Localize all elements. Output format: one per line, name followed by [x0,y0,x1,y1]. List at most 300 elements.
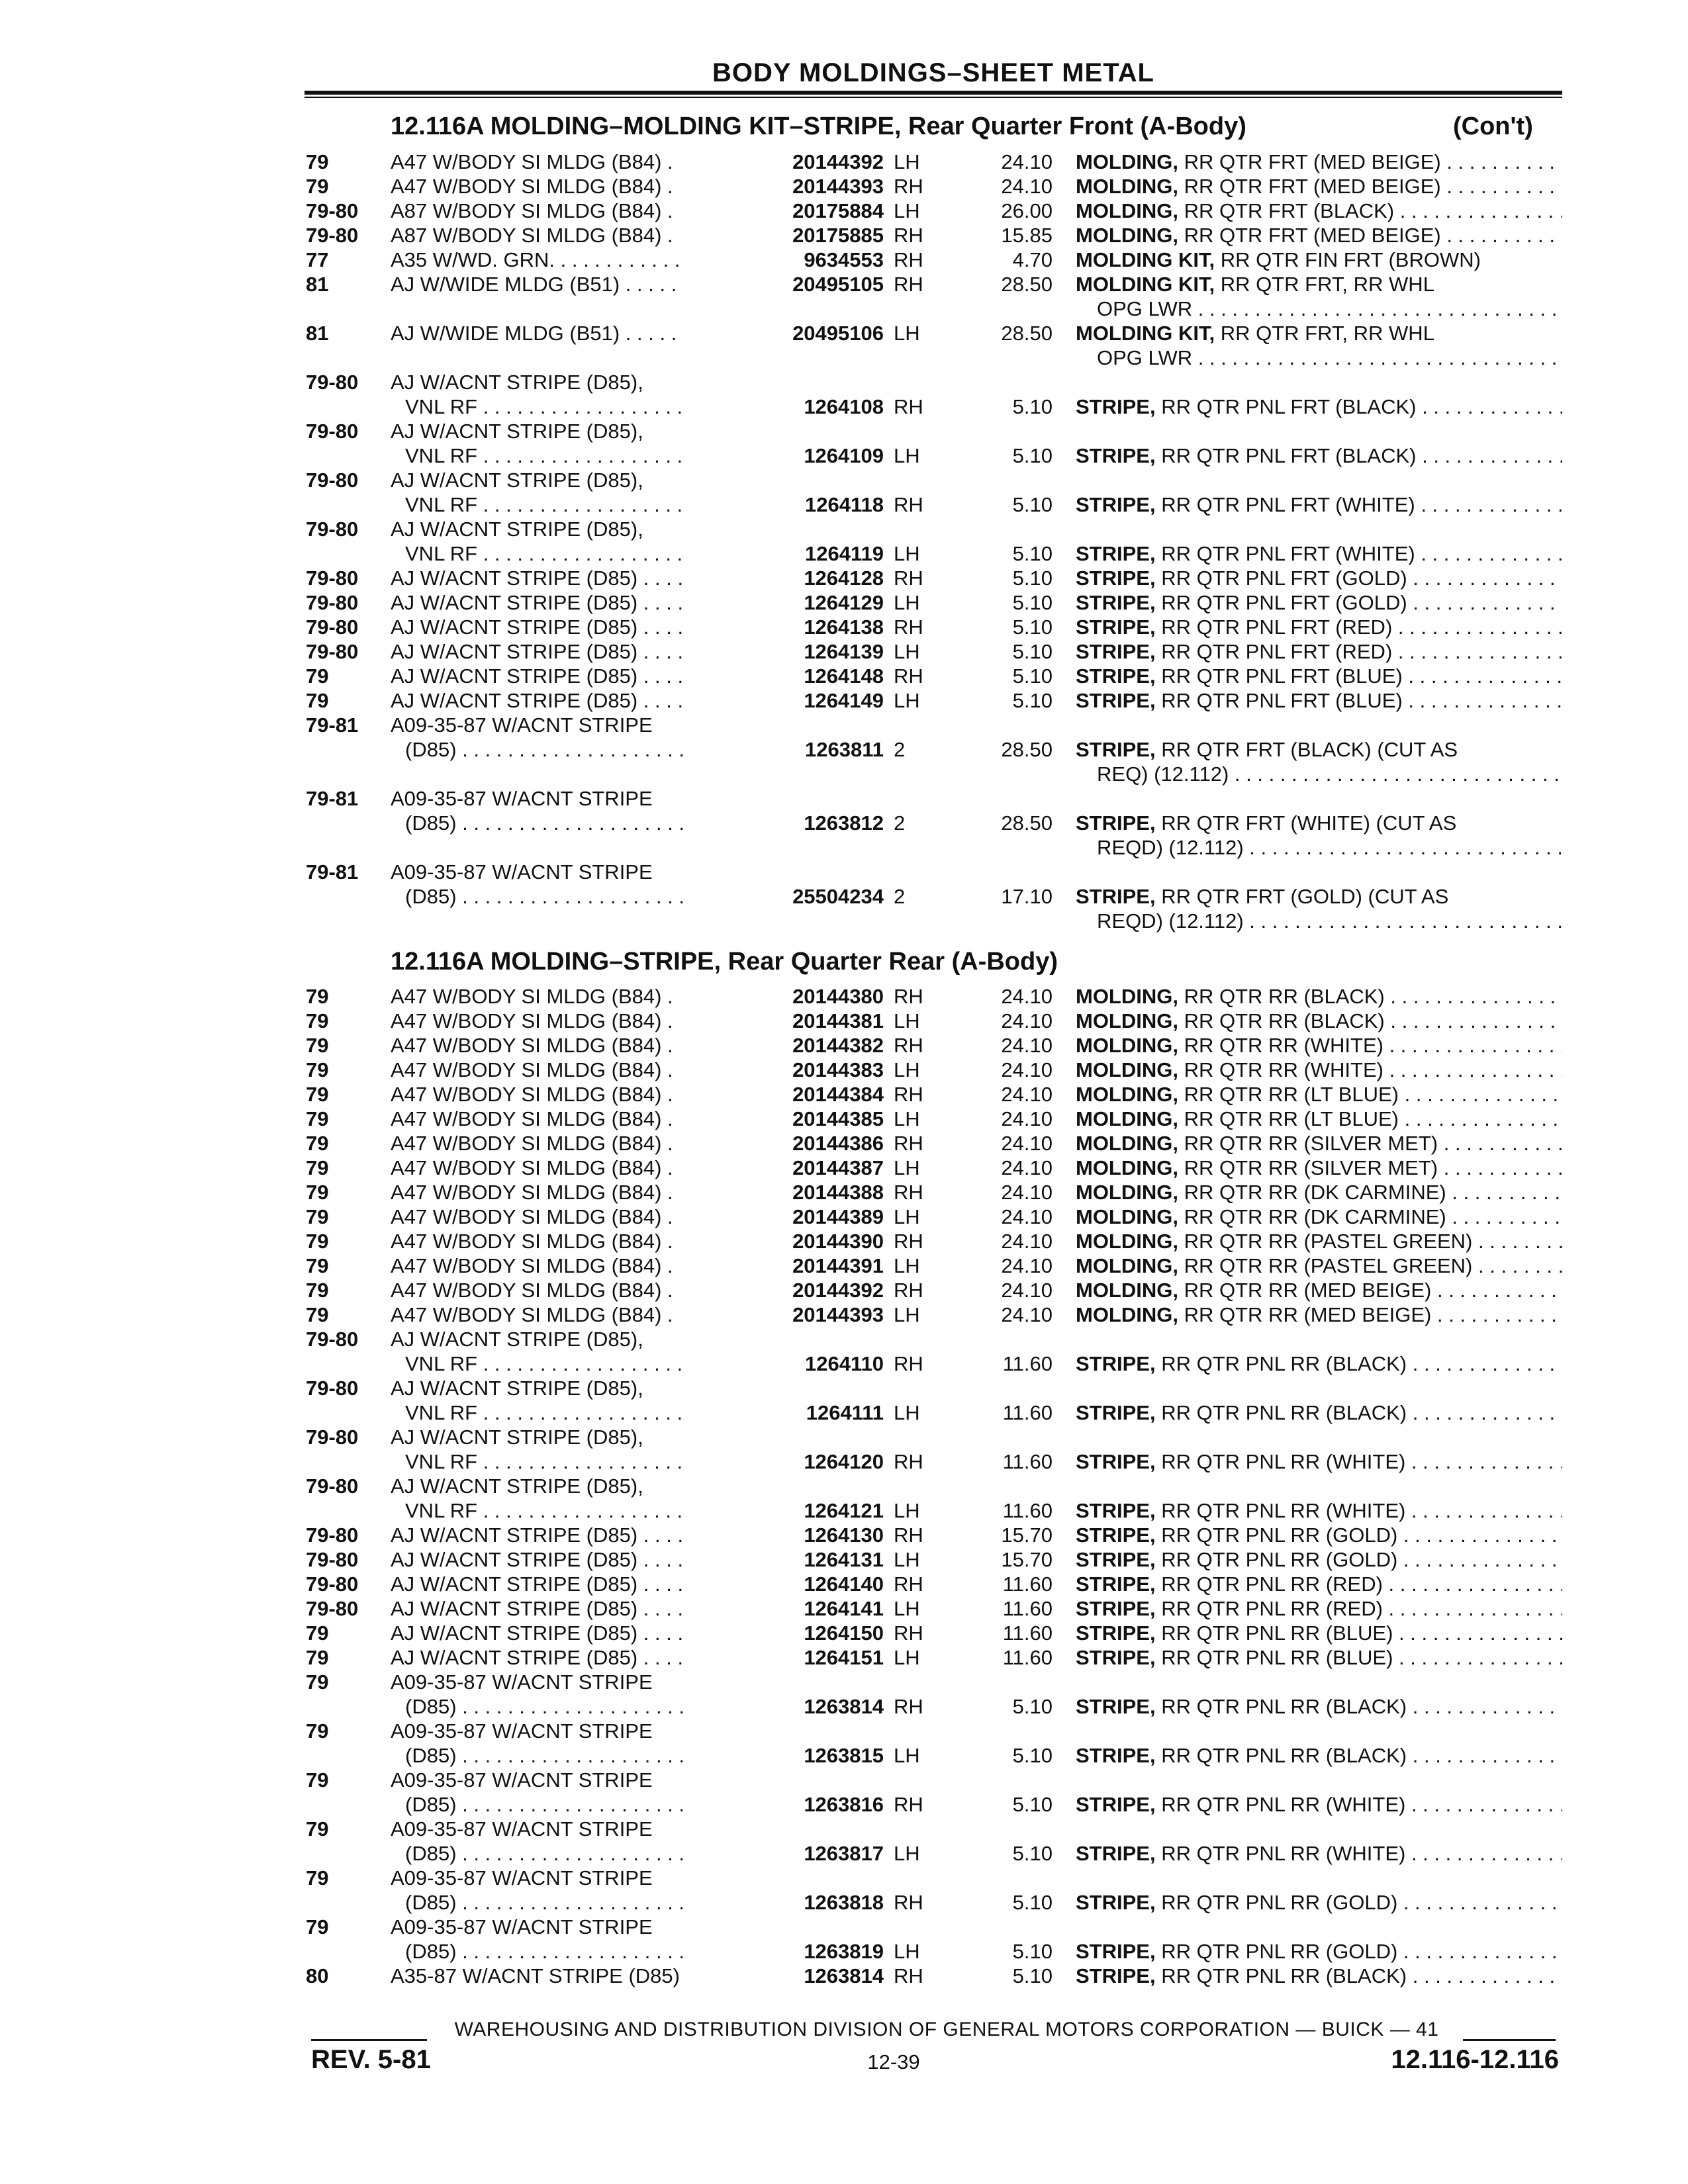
model-year: 79 [306,1279,329,1302]
part-number: 20144388 [792,1181,884,1204]
description-text: RR QTR PNL FRT (BLACK) [1161,395,1417,418]
page-header-title: BODY MOLDINGS–SHEET METAL [712,58,1154,87]
part-number: 1264138 [804,615,884,639]
model-year: 79-80 [306,1328,359,1351]
part-number: 20175885 [792,224,884,247]
table-row [0,1351,1688,1376]
table-row [0,984,1688,1009]
application-continued: (D85) . . . . . . . . . . . . . . . . . . . . [405,811,685,835]
section-continued-label: (Con't) [1453,113,1533,140]
description [1076,1449,1562,1474]
description [1076,566,1562,590]
description-text: RR QTR PNL RR (RED) [1161,1597,1383,1620]
model-year: 79 [306,1083,329,1106]
quantity-side: LH [894,1842,920,1865]
model-year: 79-80 [306,420,359,443]
application-continued: VNL RF . . . . . . . . . . . . . . . . . . [405,444,683,467]
application: A09-35-87 W/ACNT STRIPE [391,713,653,737]
description-text: RR QTR RR (WHITE) [1184,1034,1383,1057]
price: 5.10 [1012,1793,1053,1816]
table-row [0,1572,1688,1596]
description [1076,1890,1562,1915]
price: 24.10 [1001,1034,1053,1057]
quantity-side: LH [894,1058,920,1081]
description [1076,1792,1562,1817]
description-text: RR QTR PNL RR (GOLD) [1161,1891,1398,1914]
model-year: 80 [306,1964,329,1987]
quantity-side: RH [894,273,923,296]
description-text: RR QTR RR (LT BLUE) [1184,1107,1399,1130]
table-row [0,1547,1688,1572]
table-row [0,1523,1688,1547]
description [1076,248,1562,272]
model-year: 79 [306,689,329,712]
model-year: 77 [306,248,329,271]
application: AJ W/ACNT STRIPE (D85) . . . . [391,1597,684,1620]
model-year: 79 [306,1230,329,1253]
model-year: 79 [306,1866,329,1889]
description-noun: STRIPE, [1076,1646,1156,1669]
description [1076,272,1562,296]
table-row [0,174,1688,199]
table-row [0,1082,1688,1107]
table-row [0,1327,1688,1351]
table-row [0,1670,1688,1694]
description [1076,1082,1562,1107]
description-noun: MOLDING, [1076,1058,1178,1081]
application: A47 W/BODY SI MLDG (B84) . [391,175,673,198]
part-number: 20144383 [792,1058,884,1081]
price: 24.10 [1001,1009,1053,1032]
description-text: RR QTR PNL FRT (RED) [1161,615,1393,639]
table-row [0,590,1688,615]
model-year: 79-81 [306,713,359,737]
description [1076,1572,1562,1596]
model-year: 79-81 [306,860,359,884]
model-year: 79-80 [306,640,359,663]
description-text: RR QTR PNL RR (WHITE) [1161,1450,1406,1473]
description-text: RR QTR PNL FRT (GOLD) [1161,567,1407,590]
parts-list-rear [0,984,1688,1988]
description-text: RR QTR FRT (BLACK) (CUT AS [1161,738,1458,761]
table-row [0,1596,1688,1621]
application: AJ W/ACNT STRIPE (D85), [391,420,643,443]
description [1076,1841,1562,1866]
price: 24.10 [1001,1181,1053,1204]
model-year: 79 [306,985,329,1008]
table-row [0,1498,1688,1523]
price: 11.60 [1002,1621,1053,1645]
description [1076,321,1562,345]
description [1076,174,1562,199]
part-number: 20495106 [792,322,884,345]
price: 24.10 [1001,1132,1053,1155]
quantity-side: LH [894,1303,920,1326]
table-row [0,1743,1688,1768]
table-row [0,1890,1688,1915]
part-number: 1264111 [806,1401,884,1424]
quantity-side: LH [894,1646,920,1669]
application-continued: (D85) . . . . . . . . . . . . . . . . . . . . [405,1891,685,1914]
quantity-side: LH [894,1548,920,1571]
table-row [0,1302,1688,1327]
part-number: 1263811 [805,738,884,761]
description-text: RR QTR PNL RR (GOLD) [1161,1940,1398,1963]
description [1076,1180,1562,1205]
application: A47 W/BODY SI MLDG (B84) . [391,1254,673,1277]
page-number: 12-39 [867,2050,920,2073]
application: A47 W/BODY SI MLDG (B84) . [391,1303,673,1326]
price: 24.10 [1001,1156,1053,1179]
part-number: 1264139 [804,640,884,663]
table-row [0,1425,1688,1449]
model-year: 79 [306,1915,329,1938]
description [1076,1547,1562,1572]
model-year: 79 [306,150,329,173]
model-year: 79-80 [306,591,359,614]
part-number: 20144386 [792,1132,884,1155]
model-year: 79 [306,1768,329,1792]
model-year: 79 [306,1132,329,1155]
model-year: 79 [306,1107,329,1130]
price: 24.10 [1001,1083,1053,1106]
quantity-side: LH [894,689,920,712]
price: 5.10 [1012,395,1053,418]
quantity-side: LH [894,640,920,663]
description-noun: STRIPE, [1076,395,1156,418]
description-noun: MOLDING, [1076,150,1178,173]
model-year: 79 [306,664,329,688]
description-noun: STRIPE, [1076,664,1156,688]
description-text: RR QTR RR (DK CARMINE) [1184,1205,1446,1228]
header-rule-thin [305,97,1562,98]
part-number: 20144393 [792,1303,884,1326]
description-text: RR QTR PNL RR (WHITE) [1161,1842,1406,1865]
part-number: 1264118 [805,493,884,516]
model-year: 79-80 [306,1597,359,1620]
description [1076,590,1562,615]
table-row [0,272,1688,296]
description [1076,1694,1562,1719]
price: 5.10 [1012,1842,1053,1865]
table-row [0,1033,1688,1058]
model-year: 79-80 [306,615,359,639]
model-year: 79 [306,1009,329,1032]
table-row [0,345,1688,370]
price: 5.10 [1012,615,1053,639]
part-number: 1264130 [804,1524,884,1547]
application-continued: VNL RF . . . . . . . . . . . . . . . . . . [405,1499,683,1522]
description-text: RR QTR PNL RR (BLUE) [1161,1621,1393,1645]
description-text: RR QTR PNL FRT (BLACK) [1161,444,1417,467]
model-year: 81 [306,322,329,345]
description [1076,1351,1562,1376]
description-text: RR QTR FRT (MED BEIGE) [1184,150,1441,173]
description-noun: STRIPE, [1076,640,1156,663]
part-number: 20144391 [792,1254,884,1277]
quantity-side: RH [894,248,923,271]
description [1076,1743,1562,1768]
price: 11.60 [1002,1450,1053,1473]
description-noun: STRIPE, [1076,1891,1156,1914]
application: A47 W/BODY SI MLDG (B84) . [391,985,673,1008]
model-year: 79 [306,1181,329,1204]
table-row [0,1180,1688,1205]
part-number: 1263816 [804,1793,884,1816]
price: 24.10 [1001,1107,1053,1130]
description-noun: MOLDING, [1076,1083,1178,1106]
application-continued: (D85) . . . . . . . . . . . . . . . . . . . . [405,885,685,908]
model-year: 79-80 [306,1572,359,1596]
quantity-side: RH [894,1964,923,1987]
table-row [0,370,1688,394]
quantity-side: RH [894,175,923,198]
description [1076,811,1562,835]
table-row [0,1964,1688,1988]
part-number: 1264119 [805,542,884,565]
description-noun: MOLDING KIT, [1076,248,1215,271]
part-number: 20144385 [792,1107,884,1130]
description [1076,1596,1562,1621]
description-text: RR QTR FRT, RR WHL [1220,322,1434,345]
quantity-side: LH [894,1107,920,1130]
description [1076,394,1562,419]
application: A47 W/BODY SI MLDG (B84) . [391,1230,673,1253]
part-number: 1264131 [804,1548,884,1571]
description [1076,1253,1562,1278]
description [1076,1205,1562,1229]
description-noun: STRIPE, [1076,1842,1156,1865]
table-row [0,1131,1688,1156]
model-year: 79-80 [306,1524,359,1547]
model-year: 79 [306,1719,329,1743]
application: AJ W/ACNT STRIPE (D85), [391,1377,643,1400]
price: 5.10 [1012,493,1053,516]
table-row [0,1694,1688,1719]
part-number: 1264149 [804,689,884,712]
quantity-side: LH [894,1009,920,1032]
price: 28.50 [1001,738,1053,761]
table-row [0,1474,1688,1498]
quantity-side: LH [894,1205,920,1228]
table-row [0,762,1688,786]
application: A47 W/BODY SI MLDG (B84) . [391,150,673,173]
part-number: 1264121 [804,1499,884,1522]
model-year: 79 [306,1205,329,1228]
quantity-side: RH [894,1572,923,1596]
part-number: 20144390 [792,1230,884,1253]
table-row [0,517,1688,541]
table-row [0,713,1688,737]
description-noun: STRIPE, [1076,1572,1156,1596]
table-row [0,1400,1688,1425]
quantity-side: LH [894,1254,920,1277]
model-year: 79 [306,1646,329,1669]
part-number: 1263817 [804,1842,884,1865]
description [1076,1939,1562,1964]
description [1076,492,1562,517]
description [1076,737,1562,762]
table-row [0,321,1688,345]
quantity-side: LH [894,1156,920,1179]
part-number: 1263818 [804,1891,884,1914]
table-row [0,1792,1688,1817]
model-year: 79 [306,1303,329,1326]
table-row [0,1841,1688,1866]
application: A47 W/BODY SI MLDG (B84) . [391,1058,673,1081]
part-number: 1264148 [804,664,884,688]
model-year: 79-80 [306,469,359,492]
quantity-side: LH [894,444,920,467]
model-year: 79-80 [306,224,359,247]
application: A09-35-87 W/ACNT STRIPE [391,1915,653,1938]
table-row [0,1449,1688,1474]
price: 5.10 [1012,1744,1053,1767]
price: 15.70 [1001,1548,1053,1571]
quantity-side: RH [894,1695,923,1718]
quantity-side: 2 [894,811,906,835]
price: 24.10 [1001,1058,1053,1081]
application: A09-35-87 W/ACNT STRIPE [391,1670,653,1694]
application: AJ W/ACNT STRIPE (D85), [391,518,643,541]
price: 5.10 [1012,1940,1053,1963]
price: 5.10 [1012,1891,1053,1914]
application: AJ W/ACNT STRIPE (D85), [391,1426,643,1449]
quantity-side: LH [894,322,920,345]
part-number: 1264120 [804,1450,884,1473]
quantity-side: RH [894,1352,923,1375]
application: A47 W/BODY SI MLDG (B84) . [391,1279,673,1302]
model-year: 79-80 [306,199,359,222]
description-continued: OPG LWR . . . [1076,296,1562,321]
application: AJ W/ACNT STRIPE (D85) . . . . [391,567,684,590]
price: 5.10 [1012,1964,1053,1987]
description [1076,223,1562,248]
description-noun: STRIPE, [1076,811,1156,835]
footer-rule-right [1463,2039,1556,2041]
description-noun: STRIPE, [1076,1964,1156,1987]
table-row [0,468,1688,492]
description-noun: STRIPE, [1076,444,1156,467]
description-text: RR QTR RR (SILVER MET) [1184,1156,1438,1179]
application-continued: (D85) . . . . . . . . . . . . . . . . . . . . [405,738,685,761]
section-title-rear: 12.116A MOLDING–STRIPE, Rear Quarter Rear (A-Body) [391,948,1058,976]
part-number: 20144380 [792,985,884,1008]
application: AJ W/ACNT STRIPE (D85) . . . . [391,689,684,712]
description-noun: MOLDING, [1076,224,1178,247]
description-noun: STRIPE, [1076,1621,1156,1645]
description-text: RR QTR RR (LT BLUE) [1184,1083,1399,1106]
part-number: 1263819 [804,1940,884,1963]
description-noun: STRIPE, [1076,1744,1156,1767]
part-number: 20144384 [792,1083,884,1106]
header-rule [305,91,1562,95]
table-row [0,1768,1688,1792]
price: 11.60 [1002,1499,1053,1522]
description-text: RR QTR FRT (GOLD) (CUT AS [1161,885,1449,908]
description-noun: MOLDING, [1076,1156,1178,1179]
part-number: 20144392 [792,150,884,173]
quantity-side: RH [894,1034,923,1057]
application: AJ W/WIDE MLDG (B51) . . . . . [391,322,677,345]
price: 24.10 [1001,1279,1053,1302]
footer-rule-left [311,2039,427,2041]
application-continued: VNL RF . . . . . . . . . . . . . . . . . . [405,1401,683,1424]
description-noun: STRIPE, [1076,1499,1156,1522]
quantity-side: RH [894,493,923,516]
quantity-side: RH [894,1181,923,1204]
table-row [0,1009,1688,1033]
table-row [0,1376,1688,1400]
description-continued: REQ) (12.112) . . . [1076,762,1562,786]
table-row [0,296,1688,321]
quantity-side: RH [894,615,923,639]
part-number: 20144389 [792,1205,884,1228]
application-continued: (D85) . . . . . . . . . . . . . . . . . . . . [405,1695,685,1718]
application: A47 W/BODY SI MLDG (B84) . [391,1132,673,1155]
section-title-front: 12.116A MOLDING–MOLDING KIT–STRIPE, Rear Quarter Front (A-Body) [391,113,1246,140]
description-noun: STRIPE, [1076,542,1156,565]
part-number: 20144382 [792,1034,884,1057]
part-number: 1263815 [804,1744,884,1767]
quantity-side: RH [894,1450,923,1473]
table-row [0,1229,1688,1253]
application: A35 W/WD. GRN. . . . . . . . . . . . [391,248,680,271]
quantity-side: RH [894,1230,923,1253]
description [1076,443,1562,468]
price: 24.10 [1001,1205,1053,1228]
description [1076,1523,1562,1547]
part-number: 1264108 [804,395,884,418]
application: A35-87 W/ACNT STRIPE (D85) [391,1964,680,1987]
model-year: 79-80 [306,1548,359,1571]
description-text: RR QTR FRT (WHITE) (CUT AS [1161,811,1457,835]
model-year: 79 [306,1156,329,1179]
price: 5.10 [1012,640,1053,663]
application: A47 W/BODY SI MLDG (B84) . [391,1181,673,1204]
quantity-side: LH [894,1597,920,1620]
description-noun: STRIPE, [1076,1940,1156,1963]
model-year: 79 [306,1621,329,1645]
description [1076,1302,1562,1327]
table-row [0,248,1688,272]
description-text: RR QTR PNL FRT (GOLD) [1161,591,1407,614]
description-noun: STRIPE, [1076,885,1156,908]
application: A87 W/BODY SI MLDG (B84) . [391,224,673,247]
application-continued: VNL RF . . . . . . . . . . . . . . . . . . [405,542,683,565]
description [1076,1107,1562,1131]
description-text: RR QTR PNL RR (BLACK) [1161,1401,1407,1424]
description [1076,199,1562,223]
table-row [0,150,1688,174]
table-row [0,688,1688,713]
application: AJ W/ACNT STRIPE (D85) . . . . [391,1524,684,1547]
quantity-side: RH [894,224,923,247]
table-row [0,1278,1688,1302]
description-continued: OPG LWR . . . [1076,345,1562,370]
quantity-side: RH [894,1621,923,1645]
table-row [0,541,1688,566]
quantity-side: LH [894,1499,920,1522]
table-row [0,1107,1688,1131]
price: 24.10 [1001,1303,1053,1326]
price: 11.60 [1002,1646,1053,1669]
description-noun: MOLDING, [1076,1303,1178,1326]
table-row [0,1156,1688,1180]
description-text: RR QTR PNL RR (BLACK) [1161,1964,1407,1987]
description-text: RR QTR FRT (MED BEIGE) [1184,175,1441,198]
quantity-side: RH [894,985,923,1008]
